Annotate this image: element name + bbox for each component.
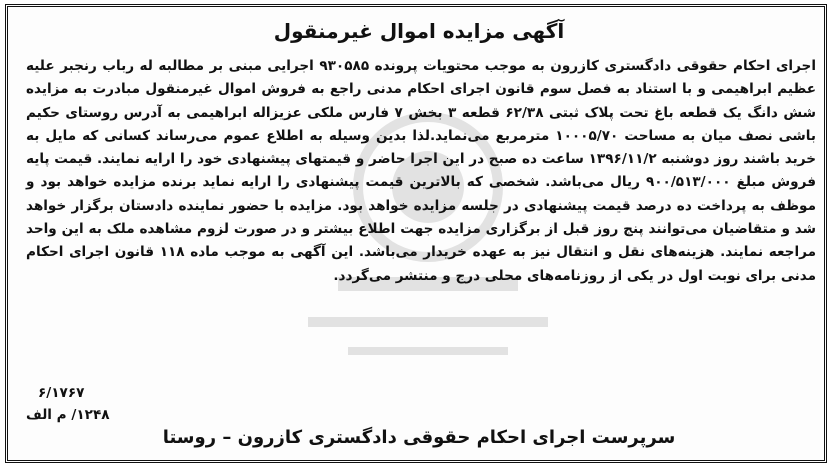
reference-code: ۱۲۴۸/ م الف	[26, 407, 110, 423]
signature-line: سرپرست اجرای احکام حقوقی دادگستری کازرون – روستا	[162, 427, 676, 448]
notice-title: آگهی مزایده اموال غیرمنقول	[273, 19, 565, 43]
reference-number: ۶/۱۷۶۷	[38, 385, 85, 401]
notice-body: اجرای احکام حقوقی دادگستری کازرون به موجب محتویات پرونده ۹۳۰۵۸۵ اجرایی مبنی بر مطالبه له رباب رنجبر علیه عظیم ابراهیمی و با استناد به فصل سوم قانون اجرای احکام مدنی راجع به فروش اموال غیرمنقول مبادرت به مزایده شش دانگ یک قطعه باغ تحت پلاک ثبتی ۶۲/۳۸ قطعه ۳ بخش ۷ فارس ملکی عزیزاله ابراهیمی به آدرس روستای حکیم باشی نصف میان به مساحت ۱۰۰۰۵/۷۰ مترمربع می‌نماید.لذا بدین وسیله به اطلاع عموم می‌رساند کسانی که مایل به خرید باشند روز دوشنبه ۱۳۹۶/۱۱/۲ ساعت ده صبح در این اجرا حاضر و قیمتهای پیشنهادی خود را ارایه نمایند. قیمت پایه فروش مبلغ ۹۰۰/۵۱۳/۰۰۰ ریال می‌باشد. شخصی که بالاترین قیمت پیشنهادی را ارایه نماید برنده مزایده خواهد بود و موظف به پرداخت ده درصد قیمت پیشنهادی در جلسه مزایده خواهد بود. مزایده با حضور نماینده دادستان برگزار خواهد شد و متقاضیان می‌توانند پنج روز قبل از برگزاری مزایده جهت اطلاع بیشتر و در صورت لزوم مشاهده ملک به این واحد مراجعه نمایند. هزینه‌های نقل و انتقال نیز به عهده خریدار می‌باشد. این آگهی به موجب ماده ۱۱۸ قانون اجرای احکام مدنی برای نوبت اول در یکی از روزنامه‌های محلی درج و منتشر می‌گردد.	[25, 58, 816, 284]
reference-block	[26, 382, 110, 426]
notice-box	[5, 4, 827, 463]
